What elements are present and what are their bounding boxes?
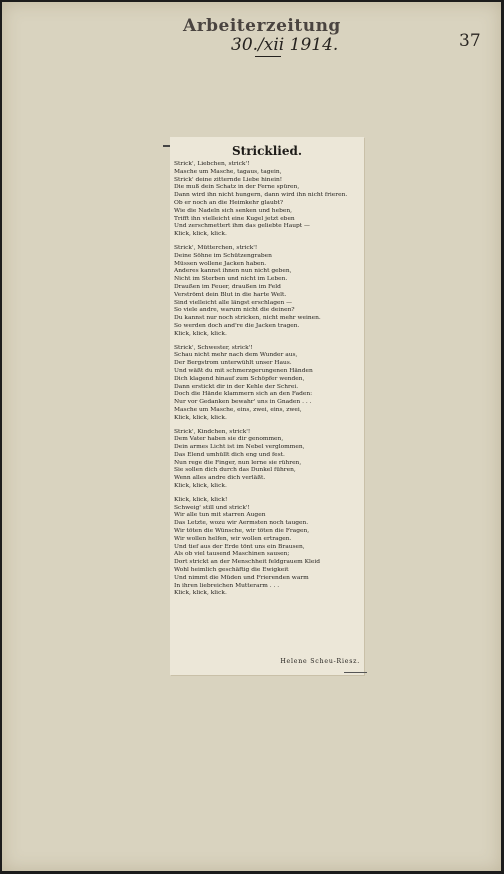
poem-line: Anderes kannst ihnen nun nicht geben, [174, 268, 292, 275]
poem-line: Dem Vater haben sie dir genommen, [174, 436, 284, 443]
poem-line: Und wäßt du mit schmerzgerungenen Händen [174, 367, 313, 374]
poem-line: Nur vor Gedanken bewahr' uns in Gnaden . . . [174, 399, 312, 406]
newspaper-stamp: Arbeiterzeitung [183, 16, 341, 36]
poem-line: Strick' deine zitternde Liebe hinein! [174, 176, 283, 183]
poem-line: Dort strickt an der Menschheit feldgrauem Kleid [174, 559, 321, 566]
poem-line: Dich klagend hinauf zum Schöpfer wenden, [174, 375, 305, 382]
poem-title: Stricklied. [231, 144, 303, 158]
poem-line: Doch die Hände klammern sich an den Faden: [174, 391, 313, 398]
poem-line: Wohl heimlich geschäftig die Ewigkeit [174, 567, 289, 574]
poem-line: Und nimmt die Müden und Frierenden warm [174, 574, 309, 581]
poem-line: Nun rege die Finger, nun lerne sie rühren, [174, 459, 302, 466]
newspaper-clipping [170, 137, 364, 675]
poem-line: Strick', Liebchen, strick'! [174, 161, 250, 167]
poem-line: Deine Söhne im Schützengraben [174, 252, 272, 259]
poem-line: Klick, klick, klick. [174, 414, 227, 421]
handwritten-date [231, 35, 338, 55]
poem-line: Strick', Mütterchen, strick'! [174, 244, 258, 251]
poem-line: Sie sollen dich durch das Dunkel führen, [174, 467, 296, 474]
poem-line: Schau nicht mehr nach dem Wunder aus, [174, 352, 298, 359]
handwritten-date-text: 30./xii 1914. [231, 35, 339, 55]
poem-line: Wir alle tun mit starren Augen [174, 512, 266, 519]
poem-line: Dann wird ihn nicht hungern, dann wird ihn nicht frieren. [174, 192, 348, 199]
poem-line: Draußen im Feuer, draußen im Feld [174, 283, 281, 290]
author-underline [344, 672, 367, 673]
poem-line: Klick, klick, klick. [174, 330, 227, 337]
poem-line: Müssen wollene Jacken haben. [174, 260, 267, 267]
archive-page [2, 2, 501, 871]
poem-line: So werden doch and're die Jacken tragen. [174, 322, 300, 329]
date-underline [255, 56, 281, 57]
poem-line: Die muß dein Schatz in der Ferne spüren, [174, 184, 300, 191]
poem-line: Masche um Masche, tagaus, tagein, [174, 168, 282, 175]
poem-line: Dein armes Licht ist im Nebel verglommen, [174, 444, 305, 451]
poem-line: Klick, klick, klick! [174, 496, 228, 503]
poem-line: Wir töten die Wünsche, wir töten die Fragen, [174, 528, 310, 535]
poem-line: Ob er noch an die Heimkehr glaubt? [174, 199, 284, 206]
poem-body [174, 161, 362, 598]
poem-line: Und zerschmettert ihm das geliebte Haupt — [174, 223, 310, 230]
poem-line: Verströmt dein Blut in die harte Welt. [174, 291, 287, 298]
poem-line: Das Elend umhüllt dich eng und fest. [174, 451, 285, 458]
poem-line: Nicht im Sterben und nicht im Leben. [174, 276, 288, 283]
poem-line: Wenn alles andre dich verläßt. [174, 475, 266, 482]
poem-line: Als ob viel tausend Maschinen sausen; [174, 551, 290, 558]
poem-line: So viele andre, warum nicht die deinen? [174, 307, 295, 314]
poem-line: Und tief aus der Erde tönt uns ein Brausen, [174, 543, 305, 550]
poem-line: Klick, klick, klick. [174, 483, 227, 490]
poem-line: Das Letzte, wozu wir Aermsten noch taugen. [174, 520, 309, 527]
poem-line: Wir wollen helfen, wir wollen ertragen. [174, 535, 292, 542]
poem-line: Wie die Nadeln sich senken und heben, [174, 207, 293, 214]
poem-line: Dann erstickt dir in der Kehle der Schrei. [174, 383, 299, 390]
poem-line: Strick', Kindchen, strick'! [174, 428, 251, 435]
poem-line: Du kannst nur noch stricken, nicht mehr weinen. [174, 315, 321, 322]
page-number: 37 [459, 31, 481, 51]
poem-line: Sind vielleicht alle längst erschlagen — [174, 299, 293, 306]
poem-author: Helene Scheu-Riesz. [280, 658, 360, 665]
poem-line: Klick, klick, klick. [174, 590, 227, 597]
poem-line: In ihren liebreichen Mutterarm . . . [174, 582, 280, 589]
poem-line: Klick, klick, klick. [174, 231, 227, 238]
poem-line: Trifft ihn vielleicht eine Kugel jetzt eben [174, 215, 295, 222]
poem-line: Strick', Schwester, strick'! [174, 344, 253, 351]
poem-line: Der Bergstrom unterwühlt unser Haus. [174, 360, 292, 367]
poem-line: Masche um Masche, eins, zwei, eins, zwei, [174, 406, 302, 413]
poem-line: Schweig' still und strick'! [174, 504, 250, 511]
